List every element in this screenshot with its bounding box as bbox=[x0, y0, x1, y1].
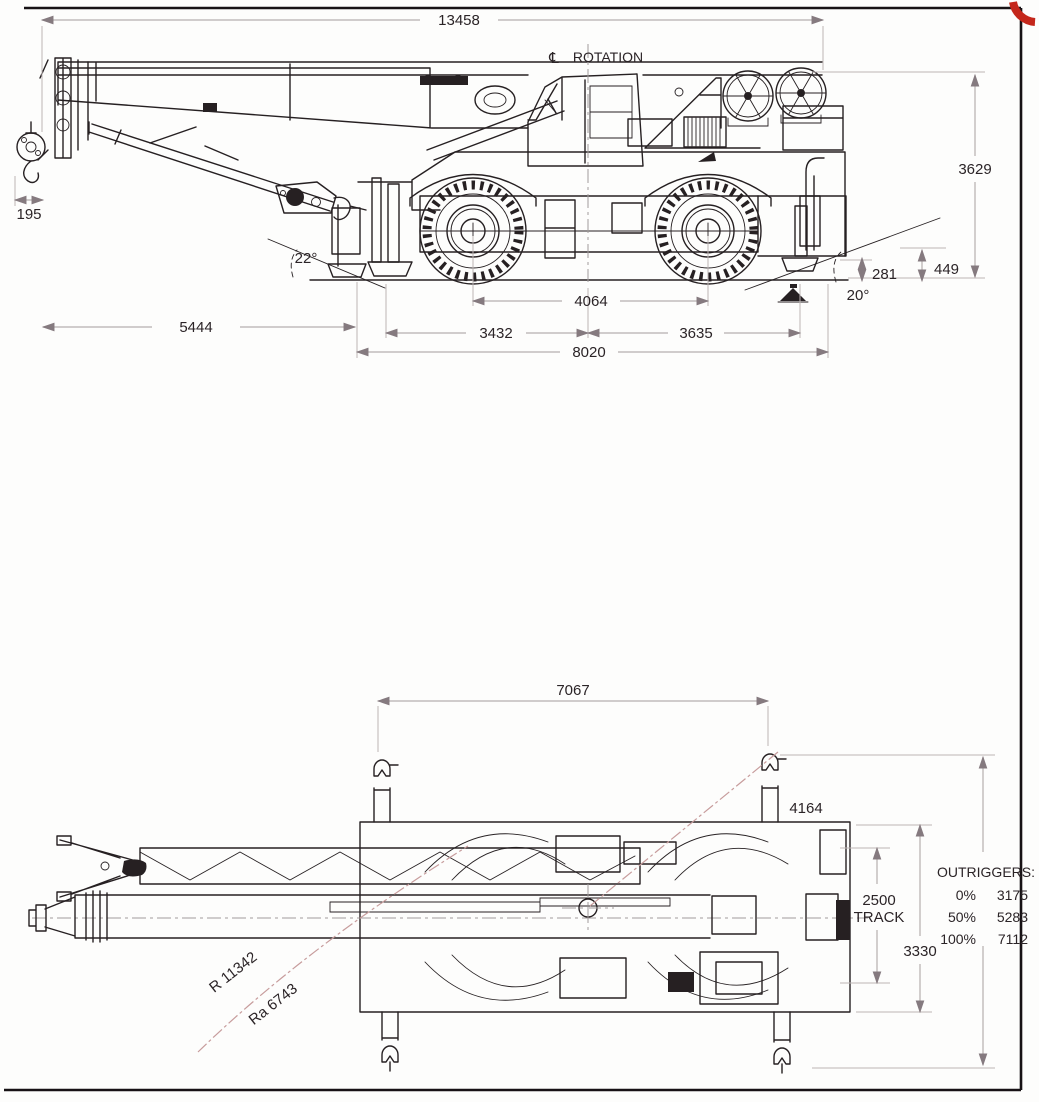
lattice-jib-plan bbox=[57, 836, 640, 901]
outrigger-float-bottom-right bbox=[774, 1048, 790, 1073]
dim-rotation-to-outrigger: 3635 bbox=[679, 325, 713, 342]
departure-angle-line bbox=[745, 218, 940, 290]
rotation-label: ROTATION bbox=[572, 49, 644, 65]
stowed-jib bbox=[89, 122, 366, 219]
logo-fragment bbox=[1013, 2, 1035, 22]
exhaust-stack bbox=[800, 158, 824, 250]
dim-rear-clearance-a: 281 bbox=[872, 266, 898, 283]
outrigger-radius-line bbox=[590, 752, 778, 906]
dim-hook-overhang: 195 bbox=[16, 206, 42, 223]
outriggers-row-pct: 50% bbox=[947, 909, 976, 925]
outrigger-float-top-left bbox=[374, 760, 398, 776]
outriggers-row-value: 7112 bbox=[997, 931, 1028, 947]
hoist-drum-1 bbox=[723, 71, 773, 126]
outriggers-row-pct: 100% bbox=[940, 931, 976, 947]
page-border bbox=[4, 8, 1021, 1090]
plan-view-dimensions bbox=[206, 682, 1035, 1068]
outriggers-row-pct: 0% bbox=[955, 887, 976, 903]
dim-track-label: TRACK bbox=[853, 909, 905, 926]
rotation-centerline-symbol: ℄ bbox=[549, 50, 559, 67]
dim-track-value: 2500 bbox=[862, 892, 896, 909]
rear-housing bbox=[783, 106, 843, 150]
dim-front-overhang: 5444 bbox=[179, 319, 213, 336]
boom-plan bbox=[29, 891, 710, 942]
dim-axle-to-rotation: 3432 bbox=[479, 325, 513, 342]
dim-body-width: 3330 bbox=[903, 943, 937, 960]
hook-block bbox=[17, 122, 45, 182]
dim-approach-angle: 22° bbox=[294, 250, 318, 267]
outrigger-float-symbol bbox=[778, 284, 808, 302]
outrigger-float-bottom-left bbox=[382, 1046, 398, 1071]
dim-rear-clearance-b: 449 bbox=[934, 261, 960, 278]
outriggers-table-title: OUTRIGGERS: bbox=[936, 864, 1036, 880]
carrier-body-plan bbox=[360, 786, 850, 1042]
crane-side-view bbox=[17, 44, 940, 302]
dim-aux-radius: Ra 6743 bbox=[245, 980, 301, 1029]
dim-tail-radius: R 11342 bbox=[206, 948, 261, 997]
tail-swing-arc bbox=[198, 846, 468, 1052]
dim-outrigger-spread: 8020 bbox=[572, 344, 606, 361]
dim-overall-height: 3629 bbox=[958, 161, 992, 178]
gantry bbox=[645, 78, 760, 148]
muffler-cylinders bbox=[628, 117, 726, 147]
dim-overall-length: 13458 bbox=[438, 12, 480, 29]
dim-outrigger-longitudinal: 7067 bbox=[556, 682, 590, 699]
crane-plan-view bbox=[29, 752, 868, 1073]
dim-outrigger-diagonal: 4164 bbox=[789, 800, 823, 817]
outriggers-row-value: 3175 bbox=[996, 887, 1028, 903]
outriggers-row-value: 5283 bbox=[996, 909, 1028, 925]
dim-departure-angle: 20° bbox=[846, 287, 870, 304]
front-outrigger bbox=[328, 178, 412, 277]
dim-wheelbase: 4064 bbox=[574, 293, 608, 310]
